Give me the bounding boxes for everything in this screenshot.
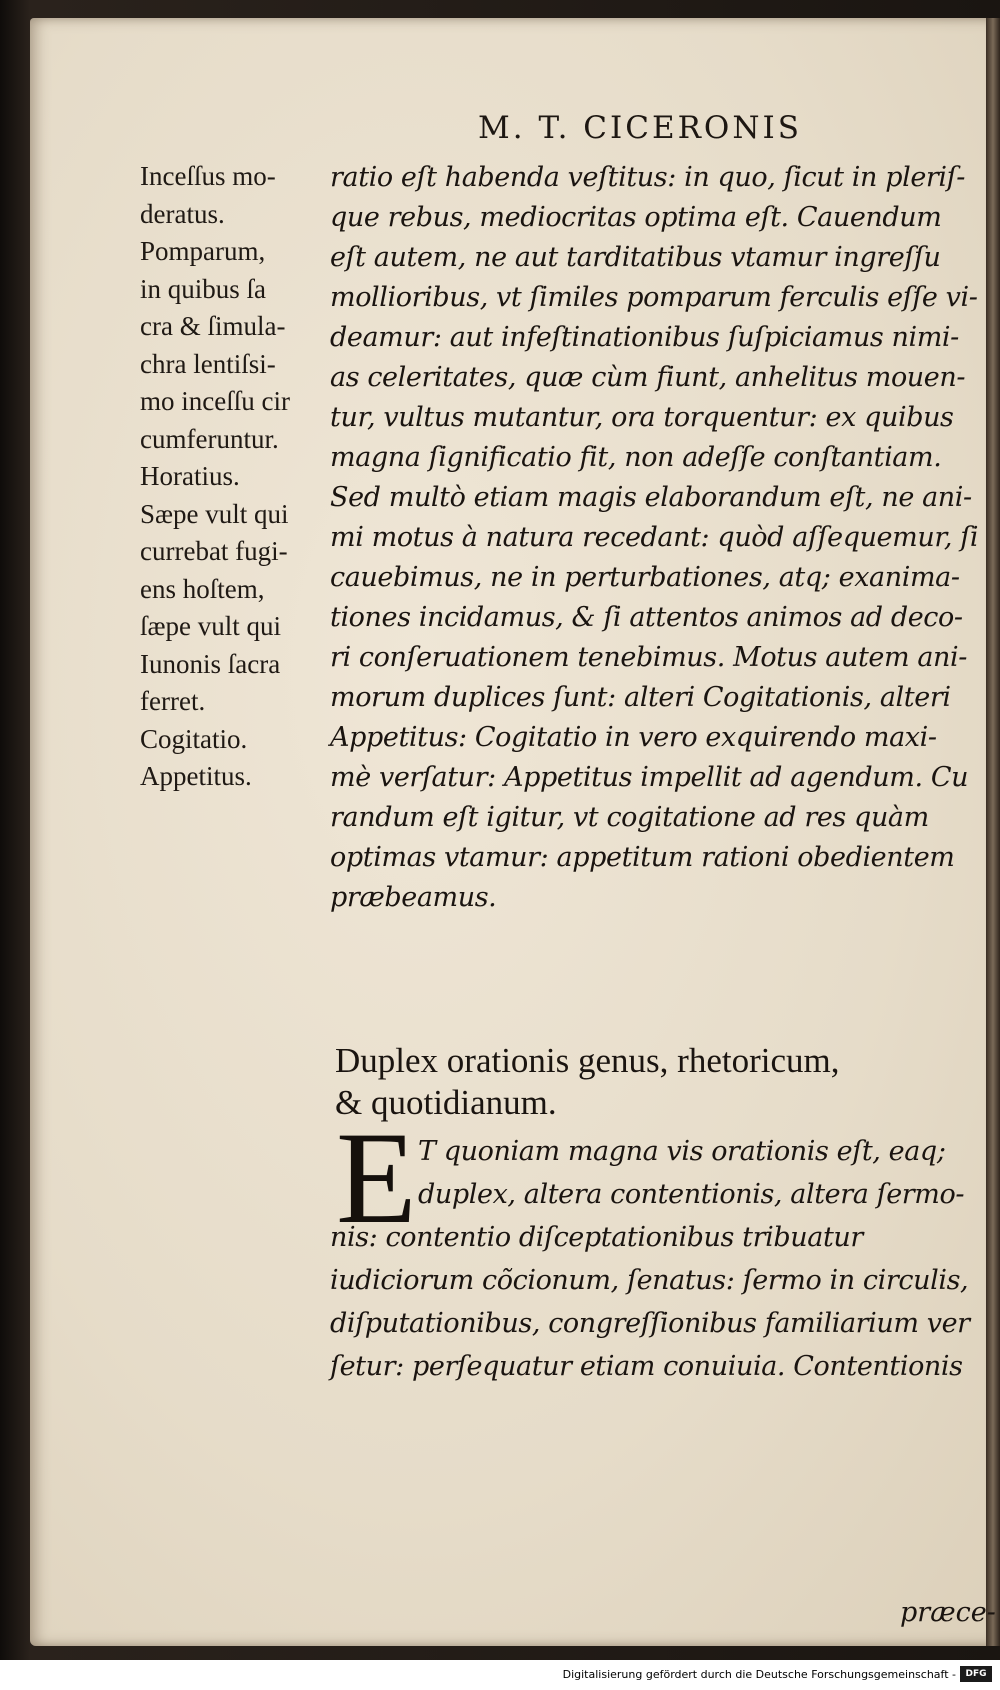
section-paragraph xyxy=(330,1130,990,1388)
marginal-note-line: currebat fugi- xyxy=(140,536,288,566)
text-line: ri conſeruationem tenebimus. Motus autem ani- xyxy=(330,642,968,673)
text-line: T quoniam magna vis orationis eſt, eaq; xyxy=(418,1136,946,1167)
text-line: præbeamus. xyxy=(330,882,497,913)
text-line: eſt autem, ne aut tarditatibus vtamur ingreſſu xyxy=(330,242,941,273)
marginal-note-line: cumferuntur. xyxy=(140,423,279,454)
text-line: Sed multò etiam magis elaborandum eſt, ne ani- xyxy=(330,482,972,513)
running-head: M. T. CICERONIS xyxy=(478,110,802,146)
text-line: as celeritates, quæ cùm fiunt, anhelitus mouen- xyxy=(330,362,966,393)
text-line: deamur: aut infeſtinationibus ſuſpiciamus nimi- xyxy=(330,322,959,353)
marginal-note-line: deratus. xyxy=(140,198,225,229)
text-line: iudiciorum cõcionum, ſenatus: ſermo in circulis, xyxy=(330,1265,969,1296)
marginal-note-line: ens hoſtem, xyxy=(140,573,265,604)
text-line: optimas vtamur: appetitum rationi obedientem xyxy=(330,842,955,873)
text-line: que rebus, mediocritas optima eſt. Cauendum xyxy=(330,202,942,233)
drop-cap-initial: E xyxy=(336,1104,417,1251)
text-line: mi motus à natura recedant: quòd aſſequemur, ſi xyxy=(330,522,979,553)
text-line: duplex, altera contentionis, altera ſermo- xyxy=(418,1179,965,1210)
catchword: præce- xyxy=(900,1597,996,1628)
marginal-note-line: Appetitus. xyxy=(140,761,252,791)
text-line: mollioribus, vt ſimiles pomparum ferculis eſſe vi- xyxy=(330,282,978,313)
text-line: randum eſt igitur, vt cogitatione ad res quàm xyxy=(330,802,929,833)
marginal-notes xyxy=(140,158,330,796)
heading-line: Duplex orationis genus, rhetoricum, xyxy=(335,1041,840,1080)
marginal-note-line: ſæpe vult qui xyxy=(140,611,281,641)
marginal-note-line: mo inceſſu cir xyxy=(140,386,290,416)
text-line: mè verſatur: Appetitus impellit ad agendum. Cu xyxy=(330,762,969,793)
marginal-note-line: Sæpe vult qui xyxy=(140,498,289,529)
marginal-note-line: Horatius. xyxy=(140,461,240,491)
text-line: ſetur: perſequatur etiam conuiuia. Contentionis xyxy=(330,1351,963,1382)
text-line: nis: contentio diſceptationibus tribuatur xyxy=(330,1222,863,1253)
section-heading xyxy=(335,1040,995,1124)
body-paragraph xyxy=(330,158,990,918)
text-line: morum duplices ſunt: alteri Cogitationis, alteri xyxy=(330,682,951,713)
text-line: diſputationibus, congreſſionibus familiarium ver xyxy=(330,1308,970,1339)
text-line: tiones incidamus, & ſi attentos animos ad deco- xyxy=(330,602,963,633)
text-line: cauebimus, ne in perturbationes, atq; exanima- xyxy=(330,562,960,593)
marginal-note-line: Pomparum, xyxy=(140,236,266,266)
marginal-note-line: chra lentiſsi- xyxy=(140,348,276,379)
dfg-logo: DFG xyxy=(960,1666,992,1682)
marginal-note-line: Inceſſus mo- xyxy=(140,161,276,191)
marginal-note-line: Iunonis ſacra xyxy=(140,648,281,679)
funding-note: Digitalisierung gefördert durch die Deutsche Forschungsgemeinschaft - xyxy=(562,1668,956,1681)
marginal-note-line: in quibus ſa xyxy=(140,273,266,304)
marginal-note-line: Cogitatio. xyxy=(140,723,248,754)
text-line: tur, vultus mutantur, ora torquentur: ex quibus xyxy=(330,402,954,433)
marginal-note-line: ferret. xyxy=(140,686,206,716)
text-line: Appetitus: Cogitatio in vero exquirendo maxi- xyxy=(330,722,937,753)
text-line: ratio eſt habenda veſtitus: in quo, ſicut in pleriſ- xyxy=(330,162,965,193)
heading-line: & quotidianum. xyxy=(335,1083,557,1122)
marginal-note-line: cra & ſimula- xyxy=(140,311,286,341)
text-line: magna ſignificatio fit, non adeſſe conſtantiam. xyxy=(330,442,942,473)
